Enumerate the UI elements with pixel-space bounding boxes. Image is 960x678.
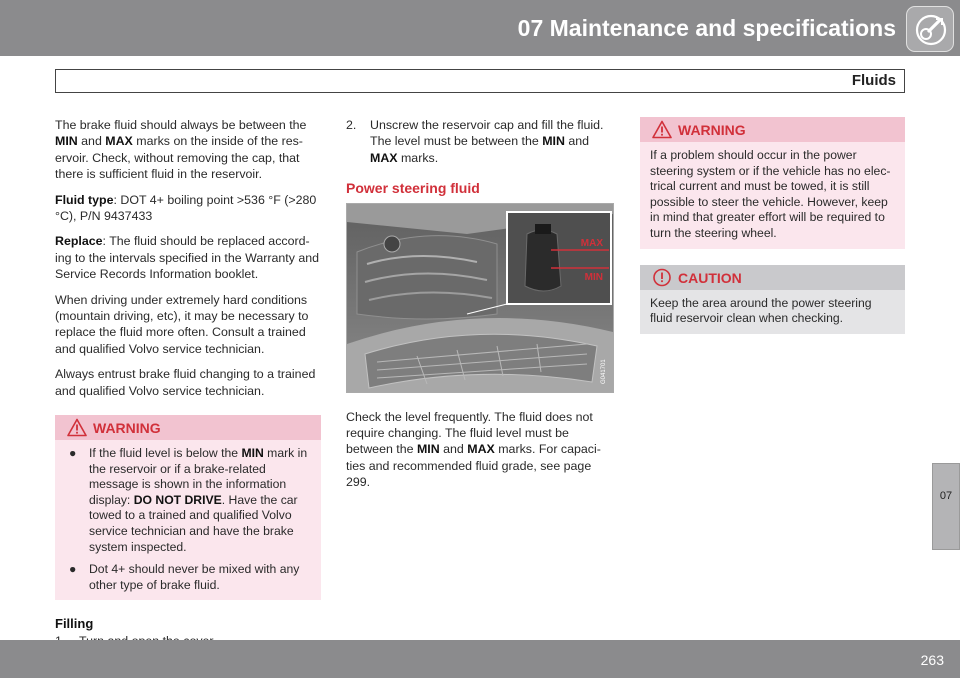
extreme-conditions-paragraph: When driving under extremely hard conditions (mountain driving, etc), it may be necessary to replace the fluid more often. Consult a trained and qualified Volvo service technician. (55, 292, 309, 356)
chapter-header-bar (0, 0, 960, 56)
footer-bar (0, 640, 960, 678)
warning-header (55, 415, 321, 440)
list-item: ● Dot 4+ should never be mixed with any other type of brake fluid. (69, 562, 300, 592)
page-number: 263 (920, 652, 944, 668)
engine-bay-illustration (346, 203, 614, 393)
column-brake-fluid (55, 117, 321, 649)
figure-code: G041701 (601, 358, 607, 384)
section-title-bar (55, 69, 905, 93)
caution-box (640, 265, 905, 334)
entrust-paragraph: Always entrust brake fluid changing to a trained and qualified Volvo service technician. (55, 367, 316, 398)
chapter-tab-label: 07 (939, 490, 953, 502)
brake-fluid-intro: The brake fluid should always be between the MIN and MAX marks on the inside of the res-ervoir. Check, without removing the cap, that there is sufficient fluid in the reservoir. (55, 118, 307, 182)
check-level-paragraph: Check the level frequently. The fluid does not require changing. The fluid level must be between the MIN and MAX marks. For capaci-ties and recommended fluid grade, see page 299. (346, 409, 601, 490)
filling-heading: Filling (55, 616, 94, 632)
bullet-icon: ● (69, 446, 77, 461)
brake-warning-box (55, 415, 321, 600)
replace-paragraph: Replace: The fluid should be replaced accord-ing to the intervals specified in the Warranty and Service Records Information booklet. (55, 234, 320, 282)
max-mark-label: MAX (580, 237, 603, 249)
warning-title: WARNING (678, 122, 746, 138)
warning-header (640, 117, 905, 142)
chapter-title: 07 Maintenance and specifications (517, 15, 896, 41)
column-notices (640, 117, 905, 350)
filling-step-2: 2. Unscrew the reservoir cap and fill the fluid. The level must be between the MIN and MAX marks. (346, 118, 604, 165)
list-item: ● If the fluid level is below the MIN mark in the reservoir or if a brake-related message is shown in the information display: DO NOT DRIVE. Have the car towed to a trained and qualified Volvo service technician and have the brake system inspected. (69, 446, 308, 554)
chapter-side-tab (932, 463, 960, 550)
caution-exclamation-icon (652, 268, 672, 287)
warning-body: If a problem should occur in the power steering system or if the vehicle has no elec-trical current and must be towed, it is still possible to steer the vehicle. However, keep in mind that greater effort will be required to turn the steering wheel. (650, 148, 891, 240)
warning-triangle-icon (67, 418, 87, 437)
warning-body (55, 440, 321, 600)
warning-title: WARNING (93, 420, 161, 437)
min-mark-label: MIN (584, 271, 603, 283)
caution-header (640, 265, 905, 290)
warning-triangle-icon (652, 120, 672, 139)
bullet-icon: ● (69, 562, 77, 577)
caution-body: Keep the area around the power steering fluid reservoir clean when checking. (650, 295, 872, 326)
caution-title: CAUTION (678, 269, 742, 286)
power-steering-heading: Power steering fluid (346, 180, 480, 197)
section-title: Fluids (851, 72, 896, 89)
wrench-gear-icon (906, 6, 954, 52)
fluid-type-paragraph: Fluid type: DOT 4+ boiling point >536 °F (>280 °C), P/N 9437433 (55, 192, 317, 224)
power-steering-warning-box (640, 117, 905, 249)
column-power-steering (346, 117, 614, 500)
